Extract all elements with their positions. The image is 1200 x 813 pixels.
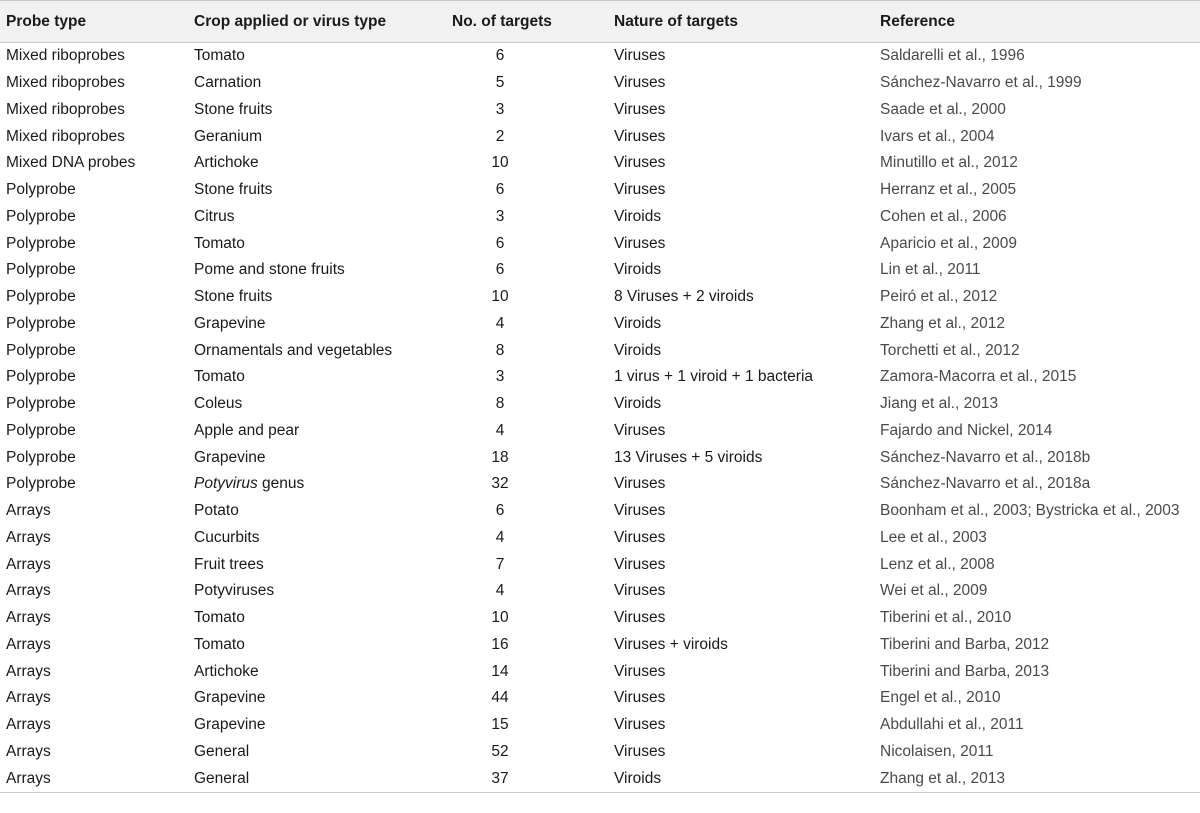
table-row [0, 97, 1200, 124]
table-header [0, 1, 1200, 43]
table-row [0, 337, 1200, 364]
cell-probe-type: Polyprobe [6, 448, 76, 466]
cell-num-targets: 10 [491, 288, 509, 306]
cell-nature: Viruses [614, 127, 666, 145]
cell-reference [880, 43, 1200, 70]
reference-link[interactable]: Lee et al., 2003 [880, 528, 987, 546]
cell-crop [194, 230, 452, 257]
cell-nature: Viruses [614, 234, 666, 252]
cell-reference [880, 551, 1200, 578]
cell-num-targets: 3 [495, 100, 505, 118]
cell-crop [194, 311, 452, 338]
cell-probe-type: Polyprobe [6, 314, 76, 332]
crop-name: Citrus [194, 207, 235, 225]
table-row [0, 70, 1200, 97]
cell-crop [194, 337, 452, 364]
cell-nature: Viruses [614, 181, 666, 199]
cell-probe-type: Polyprobe [6, 288, 76, 306]
reference-link[interactable]: Sánchez-Navarro et al., 2018a [880, 475, 1091, 493]
cell-probe-type: Arrays [6, 689, 51, 707]
reference-link[interactable]: Tiberini and Barba, 2013 [880, 662, 1050, 680]
reference-link[interactable]: Herranz et al., 2005 [880, 181, 1017, 199]
table-row [0, 739, 1200, 766]
reference-link[interactable]: Saldarelli et al., 1996 [880, 47, 1025, 65]
cell-nature: Viruses [614, 528, 666, 546]
cell-crop [194, 498, 452, 525]
cell-num-targets: 3 [495, 368, 505, 386]
cell-num-targets: 6 [495, 47, 505, 65]
cell-nature: 1 virus + 1 viroid + 1 bacteria [614, 368, 814, 386]
cell-crop [194, 43, 452, 70]
cell-probe-type: Arrays [6, 502, 51, 520]
table-row [0, 391, 1200, 418]
crop-name: Stone fruits [194, 288, 273, 306]
cell-num-targets: 37 [452, 765, 614, 792]
reference-link[interactable]: Fajardo and Nickel, 2014 [880, 421, 1053, 439]
cell-probe-type: Mixed riboprobes [6, 127, 125, 145]
crop-name: Grapevine [194, 716, 266, 734]
table-row [0, 525, 1200, 552]
cell-nature: Viruses [614, 582, 666, 600]
cell-crop [194, 712, 452, 739]
table-row [0, 444, 1200, 471]
cell-reference [880, 444, 1200, 471]
cell-probe-type: Polyprobe [6, 395, 76, 413]
cell-nature: Viroids [614, 261, 662, 279]
reference-link[interactable]: Lenz et al., 2008 [880, 555, 995, 573]
reference-link[interactable]: Engel et al., 2010 [880, 689, 1001, 707]
table-row [0, 177, 1200, 204]
cell-nature: Viruses [614, 421, 666, 439]
cell-crop [194, 204, 452, 231]
cell-crop [194, 471, 452, 498]
cell-reference [880, 204, 1200, 231]
table-row [0, 364, 1200, 391]
reference-link[interactable]: Cohen et al., 2006 [880, 207, 1007, 225]
cell-probe-type: Polyprobe [6, 181, 76, 199]
table-row [0, 498, 1200, 525]
table-row [0, 551, 1200, 578]
cell-nature: Viroids [614, 765, 880, 792]
crop-name: Geranium [194, 127, 263, 145]
reference-link[interactable]: Sánchez-Navarro et al., 2018b [880, 448, 1091, 466]
cell-nature: Viruses [614, 475, 666, 493]
cell-reference [880, 230, 1200, 257]
crop-name: Tomato [194, 368, 245, 386]
header-reference: Reference [880, 12, 955, 30]
cell-crop [194, 739, 452, 766]
cell-nature: Viroids [614, 207, 662, 225]
cell-reference [880, 418, 1200, 445]
cell-num-targets: 15 [491, 716, 509, 734]
cell-probe-type: Polyprobe [6, 234, 76, 252]
cell-crop [194, 685, 452, 712]
cell-nature: 8 Viruses + 2 viroids [614, 288, 754, 306]
crop-name: General [194, 769, 250, 787]
cell-reference [880, 150, 1200, 177]
cell-probe-type: Polyprobe [6, 475, 76, 493]
cell-num-targets: 8 [495, 341, 505, 359]
table-row [0, 418, 1200, 445]
crop-name: Grapevine [194, 689, 266, 707]
cell-reference [880, 658, 1200, 685]
cell-reference [880, 739, 1200, 766]
cell-reference [880, 525, 1200, 552]
cell-num-targets: 44 [491, 689, 509, 707]
reference-link[interactable]: Boonham et al., 2003; [880, 502, 1032, 520]
cell-num-targets: 6 [495, 234, 505, 252]
crop-name: Artichoke [194, 154, 259, 172]
cell-probe-type: Arrays [6, 582, 51, 600]
table-row [0, 204, 1200, 231]
cell-reference [880, 177, 1200, 204]
cell-probe-type: Polyprobe [6, 341, 76, 359]
reference-link[interactable]: Zamora-Macorra et al., 2015 [880, 368, 1077, 386]
crop-name: Stone fruits [194, 181, 273, 199]
cell-num-targets: 32 [491, 475, 509, 493]
cell-reference [880, 284, 1200, 311]
reference-link[interactable]: Sánchez-Navarro et al., 1999 [880, 74, 1082, 92]
cell-nature: Viruses [614, 100, 666, 118]
cell-nature: Viroids [614, 341, 662, 359]
header-row [0, 1, 1200, 43]
reference-link[interactable]: Wei et al., 2009 [880, 582, 988, 600]
reference-link-2[interactable]: Bystricka et al., 2003 [1035, 502, 1180, 520]
crop-name: Fruit trees [194, 555, 264, 573]
cell-nature: Viroids [614, 395, 662, 413]
crop-name: Grapevine [194, 448, 266, 466]
cell-nature: Viruses + viroids [614, 635, 728, 653]
cell-nature: Viruses [614, 555, 666, 573]
crop-name: Stone fruits [194, 100, 273, 118]
cell-nature: Viruses [614, 74, 666, 92]
table-row [0, 632, 1200, 659]
cell-crop [194, 551, 452, 578]
cell-num-targets: 4 [495, 421, 505, 439]
cell-crop [194, 257, 452, 284]
table-row [0, 658, 1200, 685]
cell-num-targets: 14 [491, 662, 509, 680]
cell-crop [194, 525, 452, 552]
cell-num-targets: 52 [491, 742, 509, 760]
table-row [0, 150, 1200, 177]
cell-num-targets: 6 [495, 502, 505, 520]
cell-reference [880, 391, 1200, 418]
cell-num-targets: 10 [491, 154, 509, 172]
crop-name: Potyvirus [194, 475, 258, 493]
cell-probe-type: Polyprobe [6, 368, 76, 386]
table-row [0, 471, 1200, 498]
crop-name: Potyviruses [194, 582, 275, 600]
cell-crop [194, 658, 452, 685]
cell-num-targets: 18 [491, 448, 509, 466]
cell-crop [194, 177, 452, 204]
cell-probe-type: Arrays [6, 716, 51, 734]
reference-link[interactable]: Jiang et al., 2013 [880, 395, 999, 413]
crop-name: Grapevine [194, 314, 266, 332]
cell-reference [880, 712, 1200, 739]
cell-num-targets: 6 [495, 181, 505, 199]
table-row [0, 712, 1200, 739]
header-probe-type: Probe type [6, 12, 87, 30]
reference-link[interactable]: Zhang et al., 2012 [880, 314, 1005, 332]
table-row [0, 43, 1200, 70]
cell-num-targets: 8 [495, 395, 505, 413]
cell-probe-type: Mixed DNA probes [6, 154, 136, 172]
cell-reference [880, 97, 1200, 124]
cell-reference [880, 498, 1200, 525]
cell-nature: Viruses [614, 742, 666, 760]
cell-reference [880, 632, 1200, 659]
cell-reference [880, 605, 1200, 632]
header-nature: Nature of targets [614, 12, 739, 30]
crop-name: Artichoke [194, 662, 259, 680]
reference-link[interactable]: Torchetti et al., 2012 [880, 341, 1020, 359]
table-row [0, 230, 1200, 257]
cell-probe-type: Mixed riboprobes [6, 74, 125, 92]
reference-link[interactable]: Peiró et al., 2012 [880, 288, 998, 306]
crop-name: Coleus [194, 395, 243, 413]
cell-probe-type: Arrays [6, 662, 51, 680]
table-row [0, 605, 1200, 632]
cell-crop [194, 632, 452, 659]
table-row [0, 765, 1200, 792]
table-row [0, 257, 1200, 284]
cell-crop [194, 284, 452, 311]
cell-crop [194, 578, 452, 605]
header-crop: Crop applied or virus type [194, 12, 387, 30]
reference-link[interactable]: Zhang et al., 2013 [880, 769, 1005, 787]
cell-crop [194, 418, 452, 445]
crop-name: Potato [194, 502, 239, 520]
reference-link[interactable]: Saade et al., 2000 [880, 100, 1006, 118]
reference-link[interactable]: Tiberini et al., 2010 [880, 609, 1012, 627]
cell-crop [194, 765, 452, 792]
cell-crop [194, 150, 452, 177]
cell-reference [880, 337, 1200, 364]
crop-name: Tomato [194, 47, 245, 65]
crop-name: Tomato [194, 234, 245, 252]
cell-probe-type: Arrays [6, 555, 51, 573]
cell-num-targets: 16 [491, 635, 509, 653]
cell-reference [880, 578, 1200, 605]
reference-link[interactable]: Abdullahi et al., 2011 [880, 716, 1024, 734]
reference-link[interactable]: Ivars et al., 2004 [880, 127, 995, 145]
cell-num-targets: 6 [495, 261, 505, 279]
cell-num-targets: 3 [495, 207, 505, 225]
table-body [0, 43, 1200, 793]
crop-name: Apple and pear [194, 421, 300, 439]
reference-link[interactable]: Nicolaisen, 2011 [880, 742, 994, 760]
crop-name: Carnation [194, 74, 262, 92]
cell-nature: 13 Viruses + 5 viroids [614, 448, 763, 466]
table-row [0, 578, 1200, 605]
reference-link[interactable]: Lin et al., 2011 [880, 261, 981, 279]
cell-num-targets: 4 [495, 528, 505, 546]
cell-nature: Viruses [614, 662, 666, 680]
crop-suffix: genus [257, 475, 305, 493]
cell-reference [880, 364, 1200, 391]
crop-name: General [194, 742, 250, 760]
header-num-targets: No. of targets [452, 12, 552, 30]
cell-nature: Viruses [614, 47, 666, 65]
cell-reference [880, 123, 1200, 150]
cell-num-targets: 5 [495, 74, 505, 92]
crop-name: Ornamentals and vegetables [194, 341, 393, 359]
cell-reference [880, 311, 1200, 338]
reference-link[interactable]: Aparicio et al., 2009 [880, 234, 1018, 252]
cell-probe-type: Polyprobe [6, 261, 76, 279]
table-row [0, 284, 1200, 311]
cell-num-targets: 2 [495, 127, 505, 145]
cell-crop [194, 605, 452, 632]
table-row [0, 123, 1200, 150]
cell-probe-type: Arrays [6, 609, 51, 627]
cell-probe-type: Arrays [0, 765, 194, 792]
cell-probe-type: Arrays [6, 635, 51, 653]
cell-num-targets: 10 [491, 609, 509, 627]
cell-reference [880, 70, 1200, 97]
cell-crop [194, 391, 452, 418]
reference-link[interactable]: Minutillo et al., 2012 [880, 154, 1018, 172]
cell-crop [194, 97, 452, 124]
reference-link[interactable]: Tiberini and Barba, 2012 [880, 635, 1050, 653]
crop-name: Tomato [194, 609, 245, 627]
cell-nature: Viruses [614, 154, 666, 172]
cell-probe-type: Arrays [6, 742, 51, 760]
cell-reference [880, 765, 1200, 792]
crop-name: Pome and stone fruits [194, 261, 345, 279]
cell-reference [880, 257, 1200, 284]
crop-name: Cucurbits [194, 528, 260, 546]
cell-probe-type: Polyprobe [6, 421, 76, 439]
cell-probe-type: Mixed riboprobes [6, 100, 125, 118]
table-row [0, 685, 1200, 712]
cell-nature: Viroids [614, 314, 662, 332]
cell-nature: Viruses [614, 502, 666, 520]
cell-crop [194, 70, 452, 97]
crop-name: Tomato [194, 635, 245, 653]
table-row [0, 311, 1200, 338]
cell-reference [880, 685, 1200, 712]
cell-nature: Viruses [614, 689, 666, 707]
cell-num-targets: 7 [495, 555, 505, 573]
cell-nature: Viruses [614, 716, 666, 734]
cell-reference [880, 471, 1200, 498]
cell-num-targets: 4 [495, 314, 505, 332]
cell-probe-type: Arrays [6, 528, 51, 546]
cell-probe-type: Mixed riboprobes [6, 47, 125, 65]
cell-probe-type: Polyprobe [6, 207, 76, 225]
cell-crop [194, 364, 452, 391]
cell-crop [194, 123, 452, 150]
cell-num-targets: 4 [495, 582, 505, 600]
cell-nature: Viruses [614, 609, 666, 627]
cell-crop [194, 444, 452, 471]
